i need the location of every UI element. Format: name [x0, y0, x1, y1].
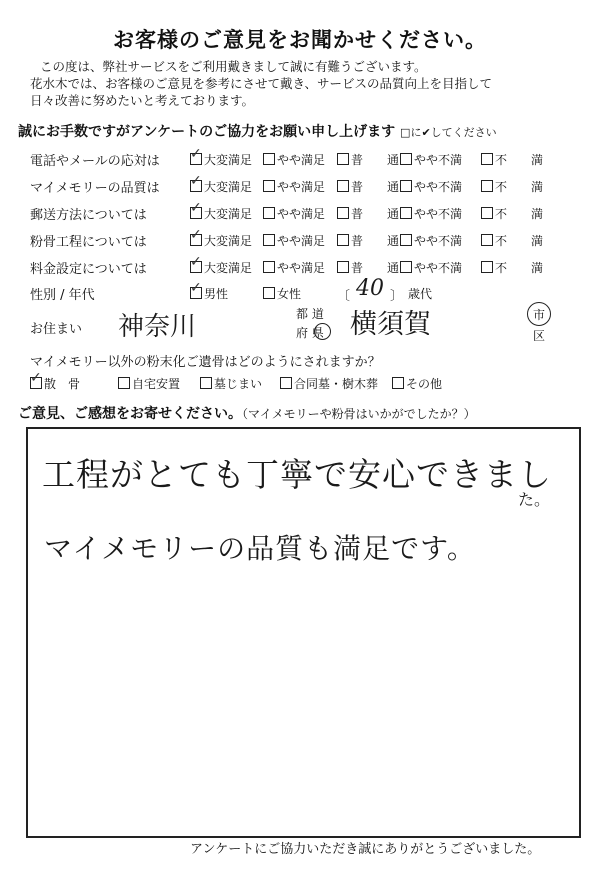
- comment-line: 工程がとても丁寧で安心できまし: [42, 455, 552, 494]
- rating-option-label: やや不満: [414, 207, 463, 221]
- comment-heading-note: （マイメモリーや粉骨はいかがでしたか？）: [242, 407, 476, 421]
- other-option[interactable]: [200, 375, 262, 392]
- city-value: 横須賀: [350, 309, 431, 340]
- rating-option[interactable]: [481, 151, 543, 168]
- other-question-text: マイメモリー以外の粉末化ご遺骨はどのようにされますか？: [30, 355, 381, 370]
- comment-line: た。: [518, 490, 551, 509]
- rating-checkbox[interactable]: [190, 180, 202, 192]
- rating-checkbox[interactable]: [337, 261, 349, 273]
- city-suffix-bottom: 区: [533, 329, 546, 343]
- rating-checkbox[interactable]: [263, 153, 275, 165]
- intro-line: 花水木では、お客様のご意見を参考にさせて戴き、サービスの品質向上を目指して: [30, 76, 493, 91]
- rating-option[interactable]: [400, 151, 462, 168]
- city-circle-mark: [527, 302, 551, 326]
- rating-option[interactable]: [337, 205, 399, 222]
- rating-option[interactable]: [190, 178, 252, 195]
- other-option-label: 墓じまい: [214, 377, 263, 391]
- rating-option-label: やや満足: [277, 180, 326, 194]
- rating-option[interactable]: [263, 259, 325, 276]
- age-unit: 歳代: [408, 287, 433, 301]
- other-option[interactable]: [118, 375, 180, 392]
- rating-option-label: やや不満: [414, 261, 463, 275]
- rating-checkbox[interactable]: [481, 153, 493, 165]
- age-bracket-open: 〔: [337, 289, 351, 304]
- comment-line: マイメモリーの品質も満足です。: [44, 532, 476, 565]
- rating-checkbox[interactable]: [263, 180, 275, 192]
- checkbox-male[interactable]: [190, 287, 202, 299]
- address-label: お住まい: [30, 322, 83, 337]
- rating-option-label: 大変満足: [204, 234, 253, 248]
- intro-text: [30, 58, 492, 109]
- rating-checkbox[interactable]: [481, 234, 493, 246]
- rating-option-label: 不 満: [495, 207, 544, 221]
- gender-female-option[interactable]: [263, 285, 301, 302]
- other-option-label: 合同墓・樹木葬: [294, 377, 379, 391]
- rating-checkbox[interactable]: [263, 234, 275, 246]
- rating-checkbox[interactable]: [263, 261, 275, 273]
- rating-question-label: 料金設定については: [30, 262, 147, 277]
- rating-option-label: 普 通: [351, 261, 400, 275]
- rating-option-label: 大変満足: [204, 153, 253, 167]
- request-text: 誠にお手数ですがアンケートのご協力をお願い申し上げます: [18, 124, 396, 140]
- rating-checkbox[interactable]: [400, 261, 412, 273]
- gender-male-option[interactable]: [190, 285, 228, 302]
- rating-option[interactable]: [263, 205, 325, 222]
- rating-option[interactable]: [337, 178, 399, 195]
- intro-line: 日々改善に努めたいと考えております。: [30, 93, 255, 108]
- rating-option-label: 普 通: [351, 153, 400, 167]
- other-option-checkbox[interactable]: [200, 377, 212, 389]
- rating-question-label: 粉骨工程については: [30, 235, 147, 250]
- request-note: [400, 126, 497, 139]
- rating-checkbox[interactable]: [263, 207, 275, 219]
- rating-option-label: 不 満: [495, 180, 544, 194]
- rating-option-label: やや満足: [277, 261, 326, 275]
- rating-option-label: やや不満: [414, 234, 463, 248]
- rating-option-label: 普 通: [351, 180, 400, 194]
- other-option-label: その他: [406, 377, 443, 391]
- rating-option[interactable]: [400, 259, 462, 276]
- rating-option-label: 普 通: [351, 234, 400, 248]
- other-option-checkbox[interactable]: [30, 377, 42, 389]
- rating-checkbox[interactable]: [190, 234, 202, 246]
- rating-option[interactable]: [190, 205, 252, 222]
- check-icon: ✔: [421, 126, 431, 139]
- footer-text: アンケートにご協力いただき誠にありがとうございました。: [190, 842, 541, 857]
- rating-option-label: 不 満: [495, 261, 544, 275]
- rating-checkbox[interactable]: [481, 207, 493, 219]
- rating-question-label: 郵送方法については: [30, 208, 147, 223]
- request-line: [18, 121, 497, 141]
- age-value: 40: [356, 276, 384, 301]
- rating-checkbox[interactable]: [190, 153, 202, 165]
- page-title: お客様のご意見をお聞かせください。: [113, 28, 487, 52]
- rating-option[interactable]: [481, 259, 543, 276]
- rating-option-label: やや満足: [277, 153, 326, 167]
- other-option-label: 散 骨: [44, 377, 81, 391]
- rating-option[interactable]: [481, 205, 543, 222]
- rating-option[interactable]: [337, 232, 399, 249]
- rating-question-label: 電話やメールの応対は: [30, 154, 160, 169]
- checkbox-female[interactable]: [263, 287, 275, 299]
- rating-checkbox[interactable]: [337, 153, 349, 165]
- rating-option[interactable]: [481, 232, 543, 249]
- rating-option[interactable]: [337, 151, 399, 168]
- gender-female-label: 女性: [277, 287, 302, 301]
- rating-option-label: 不 満: [495, 153, 544, 167]
- rating-option-label: 大変満足: [204, 207, 253, 221]
- other-option[interactable]: [30, 375, 80, 392]
- pref-suffix-bottom: 府 県: [296, 326, 324, 340]
- comment-box[interactable]: [26, 427, 581, 838]
- other-option[interactable]: [392, 375, 442, 392]
- intro-line: この度は、弊社サービスをご利用戴きまして誠に有難うございます。: [40, 59, 427, 74]
- rating-option-label: やや満足: [277, 234, 326, 248]
- other-option-label: 自宅安置: [132, 377, 181, 391]
- other-option-checkbox[interactable]: [392, 377, 404, 389]
- rating-checkbox[interactable]: [337, 234, 349, 246]
- gender-male-label: 男性: [204, 287, 229, 301]
- city-suffix-top: 市: [533, 308, 546, 322]
- rating-checkbox[interactable]: [337, 180, 349, 192]
- other-option-checkbox[interactable]: [280, 377, 292, 389]
- rating-option-label: やや不満: [414, 153, 463, 167]
- rating-option-label: 大変満足: [204, 180, 253, 194]
- rating-option[interactable]: [263, 232, 325, 249]
- gender-age-label: 性別 / 年代: [30, 288, 95, 303]
- rating-option[interactable]: [263, 151, 325, 168]
- rating-option-label: 不 満: [495, 234, 544, 248]
- comment-heading: [18, 403, 476, 423]
- pref-suffix-top: 都 道: [296, 307, 324, 321]
- rating-checkbox[interactable]: [481, 180, 493, 192]
- rating-checkbox[interactable]: [337, 207, 349, 219]
- rating-checkbox[interactable]: [190, 207, 202, 219]
- comment-heading-text: ご意見、ご感想をお寄せください。: [18, 406, 242, 422]
- rating-option[interactable]: [400, 178, 462, 195]
- rating-option[interactable]: [263, 178, 325, 195]
- rating-checkbox[interactable]: [481, 261, 493, 273]
- rating-option[interactable]: [400, 232, 462, 249]
- rating-option[interactable]: [337, 259, 399, 276]
- rating-option-label: やや満足: [277, 207, 326, 221]
- rating-option-label: 大変満足: [204, 261, 253, 275]
- rating-option-label: 普 通: [351, 207, 400, 221]
- rating-checkbox[interactable]: [400, 234, 412, 246]
- pref-circle-mark: [314, 323, 331, 340]
- request-note-pre: □に: [400, 126, 422, 139]
- other-option-checkbox[interactable]: [118, 377, 130, 389]
- rating-option[interactable]: [190, 232, 252, 249]
- rating-option[interactable]: [481, 178, 543, 195]
- prefecture-value: 神奈川: [118, 312, 197, 342]
- rating-question-label: マイメモリーの品質は: [30, 181, 160, 196]
- rating-option[interactable]: [400, 205, 462, 222]
- rating-checkbox[interactable]: [400, 207, 412, 219]
- rating-checkbox[interactable]: [190, 261, 202, 273]
- rating-checkbox[interactable]: [400, 180, 412, 192]
- request-note-post: してください: [430, 126, 497, 139]
- rating-option[interactable]: [190, 259, 252, 276]
- rating-checkbox[interactable]: [400, 153, 412, 165]
- rating-option[interactable]: [190, 151, 252, 168]
- rating-option-label: やや不満: [414, 180, 463, 194]
- other-option[interactable]: [280, 375, 378, 392]
- age-bracket-close: 〕: [390, 289, 404, 304]
- other-options: [30, 374, 590, 394]
